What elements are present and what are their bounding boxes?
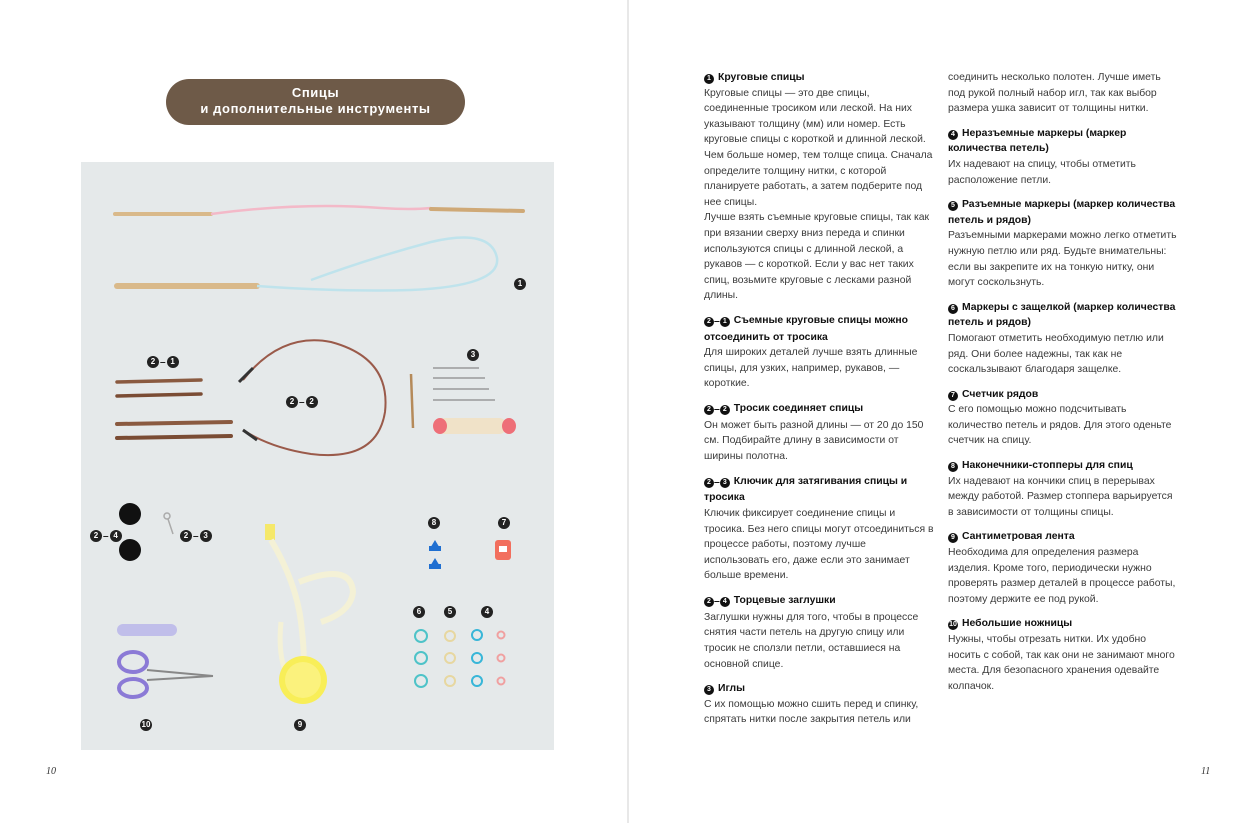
markers <box>415 630 505 687</box>
section-number-badge: 3 <box>704 685 714 695</box>
section-number-prefix: 2 <box>704 405 714 415</box>
section <box>948 300 1178 378</box>
section <box>704 70 934 304</box>
section-title <box>948 529 1178 545</box>
section-title-text: Ключик для затягивания спицы и тросика <box>704 475 908 504</box>
section-number <box>704 74 714 84</box>
text-column-1 <box>704 70 934 737</box>
section-title-text: Наконечники-стопперы для спиц <box>962 460 1133 472</box>
section <box>948 126 1178 188</box>
section-paragraph: Их надевают на кончики спиц в перерывах между работой. Размер стоппера варьируется в зависимости от толщины спицы. <box>948 475 1173 518</box>
chapter-title <box>166 79 465 125</box>
section-title-text: Небольшие ножницы <box>962 618 1073 630</box>
section-number-badge: 8 <box>948 462 958 472</box>
page-number-right: 11 <box>1201 766 1211 777</box>
section-number-badge: 7 <box>948 391 958 401</box>
section <box>948 197 1178 291</box>
section-title-text: Иглы <box>718 683 746 695</box>
page-number-left: 10 <box>46 766 56 777</box>
section-title <box>948 387 1178 403</box>
section-title-text: Счетчик рядов <box>962 388 1039 400</box>
section-number-badge: 2 <box>720 405 730 415</box>
section-paragraph: Лучше взять съемные круговые спицы, так как при вязании сверху вниз переда и спинки используются спицы с длинной леской, а рукавов — с короткой. Если у вас нет таких спиц, возьмите круговые с лесками разной длины. <box>704 212 930 302</box>
end-caps <box>119 503 141 561</box>
section-title <box>948 458 1178 474</box>
label-row-counter: 7 <box>498 517 510 529</box>
text-column-2 <box>948 70 1178 703</box>
section-number <box>948 201 958 211</box>
section-title <box>948 126 1178 157</box>
section-number-badge: 4 <box>948 130 958 140</box>
section <box>704 474 934 584</box>
section-number <box>948 620 958 630</box>
section-paragraph: Их надевают на спицу, чтобы отметить расположение петли. <box>948 158 1136 186</box>
section-paragraph: Нужны, чтобы отрезать нитки. Их удобно носить с собой, так как они не занимают много места. Для безопасного хранения одевайте колпачок. <box>948 634 1175 692</box>
section <box>948 70 1178 117</box>
tools-photo <box>81 162 554 750</box>
label-2-1: 2 – 1 <box>147 356 179 368</box>
section-title-text: Разъемные маркеры (маркер количества петель и рядов) <box>948 199 1176 226</box>
label-stoppers: 8 <box>428 517 440 529</box>
tape-measure <box>265 524 353 704</box>
label-needles: 3 <box>467 349 479 361</box>
section-number: 2 – 2 <box>704 402 730 418</box>
section-number <box>948 391 958 401</box>
section-number <box>948 533 958 543</box>
section-paragraph: Необходима для определения размера изделия. Кроме того, периодически нужно проверять размер деталей в процессе работы, поэтому держите ее под рукой. <box>948 547 1176 605</box>
cable-key <box>164 513 173 534</box>
section-paragraph: Разъемными маркерами можно легко отметить нужную петлю или ряд. Будьте внимательны: если вы закрепите их на тонкую нитку, они могут соскользнуть. <box>948 230 1177 289</box>
section-title-text: Съемные круговые спицы можно отсоединить от тросика <box>704 314 908 343</box>
sewing-needles <box>411 368 516 434</box>
section-title-text: Круговые спицы <box>718 72 805 83</box>
section-paragraph: Помогают отметить необходимую петлю или ряд. Они более надежны, так как не соскальзывают благодаря защелке. <box>948 332 1164 376</box>
section-number-badge: 4 <box>720 597 730 607</box>
section-number <box>948 130 958 140</box>
chapter-title-line1: Спицы <box>291 85 340 100</box>
section-title <box>704 313 934 345</box>
circular-needle-short <box>115 206 523 214</box>
section-title <box>948 300 1178 331</box>
section-paragraph: Для широких деталей лучше взять длинные спицы, для узких, например, рукавов, — короткие. <box>704 347 918 390</box>
section <box>704 313 934 392</box>
section-paragraph: Круговые спицы — это две спицы, соединенные тросиком или леской. На них указывают толщину (мм) или номер. Есть круговые спицы с короткой и длинной леской. Чем больше номер, тем толще спица. Сначала определите толщину нитки, с которой планируете работать, а затем подберите под нее спицы. <box>704 87 933 208</box>
section <box>704 681 934 728</box>
tools-illustration <box>81 162 554 750</box>
section-title <box>704 681 934 697</box>
label-markers-5: 5 <box>444 606 456 618</box>
section-number-prefix: 2 <box>704 317 714 327</box>
section-number <box>948 462 958 472</box>
section-number-badge: 5 <box>948 201 958 211</box>
section-number-prefix: 2 <box>704 597 714 607</box>
section-number <box>948 304 958 314</box>
scissors <box>117 624 213 697</box>
section-title-text: Маркеры с защелкой (маркер количества петель и рядов) <box>948 301 1176 329</box>
chapter-title-line2: и дополнительные инструменты <box>200 101 431 116</box>
stoppers <box>429 540 441 569</box>
section-number <box>704 685 714 695</box>
label-markers-6: 6 <box>413 606 425 618</box>
label-2-2: 2 – 2 <box>286 396 318 408</box>
interchangeable-tips <box>117 380 231 438</box>
section-number: 2 – 1 <box>704 314 730 330</box>
left-page <box>0 0 627 823</box>
section-number-badge: 3 <box>720 478 730 488</box>
circular-needle-long <box>117 238 497 291</box>
section-number: 2 – 3 <box>704 475 730 491</box>
section-title <box>704 474 934 506</box>
label-markers-4: 4 <box>481 606 493 618</box>
section-number-badge: 6 <box>948 304 958 314</box>
label-tape-measure: 9 <box>294 719 306 731</box>
section-number-badge: 10 <box>949 621 957 629</box>
section <box>704 593 934 672</box>
section <box>948 529 1178 607</box>
section-title <box>704 70 934 86</box>
label-scissors: 10 <box>141 720 151 729</box>
section <box>704 401 934 465</box>
section-title <box>948 197 1178 228</box>
section <box>948 458 1178 520</box>
section-number-badge: 1 <box>704 74 714 84</box>
row-counter <box>495 540 511 560</box>
label-2-3: 2 – 3 <box>180 530 212 542</box>
section-paragraph: Он может быть разной длины — от 20 до 150 см. Подбирайте длину в зависимости от ширины полотна. <box>704 419 924 463</box>
section-number-badge: 9 <box>948 533 958 543</box>
section-title <box>704 593 934 610</box>
section <box>948 616 1178 694</box>
label-2-4: 2 – 4 <box>90 530 122 542</box>
section-title-text: Торцевые заглушки <box>733 595 836 607</box>
section-title-text: Сантиметровая лента <box>962 531 1075 543</box>
section-number: 2 – 4 <box>704 594 730 610</box>
section-title <box>704 401 934 418</box>
section-title-text: Неразъемные маркеры (маркер количества петель) <box>948 127 1127 155</box>
section-number-prefix: 2 <box>704 478 714 488</box>
section-paragraph: С их помощью можно сшить перед и спинку, спрятать нитки после закрытия петель или <box>704 698 919 726</box>
section-title <box>948 616 1178 632</box>
section-number-badge: 1 <box>720 317 730 327</box>
section-paragraph: Заглушки нужны для того, чтобы в процессе снятия части петель на другую спицу или тросик не сползли петли, оставшиеся на основной спице. <box>704 611 919 670</box>
label-circular-needles: 1 <box>514 278 526 290</box>
section-paragraph: соединить несколько полотен. Лучше иметь под рукой полный набор игл, так как выбор размера ушка зависит от толщины нитки. <box>948 72 1161 115</box>
section-paragraph: С его помощью можно подсчитывать количество петель и рядов. Для этого оденьте счетчик на спицу. <box>948 404 1172 447</box>
section-paragraph: Ключик фиксирует соединение спицы и тросика. Без него спицы могут отсоединиться в процессе работы, поэтому лучше использовать его, даже если это занимает больше времени. <box>704 508 934 582</box>
section-title-text: Тросик соединяет спицы <box>733 403 864 415</box>
section <box>948 387 1178 449</box>
